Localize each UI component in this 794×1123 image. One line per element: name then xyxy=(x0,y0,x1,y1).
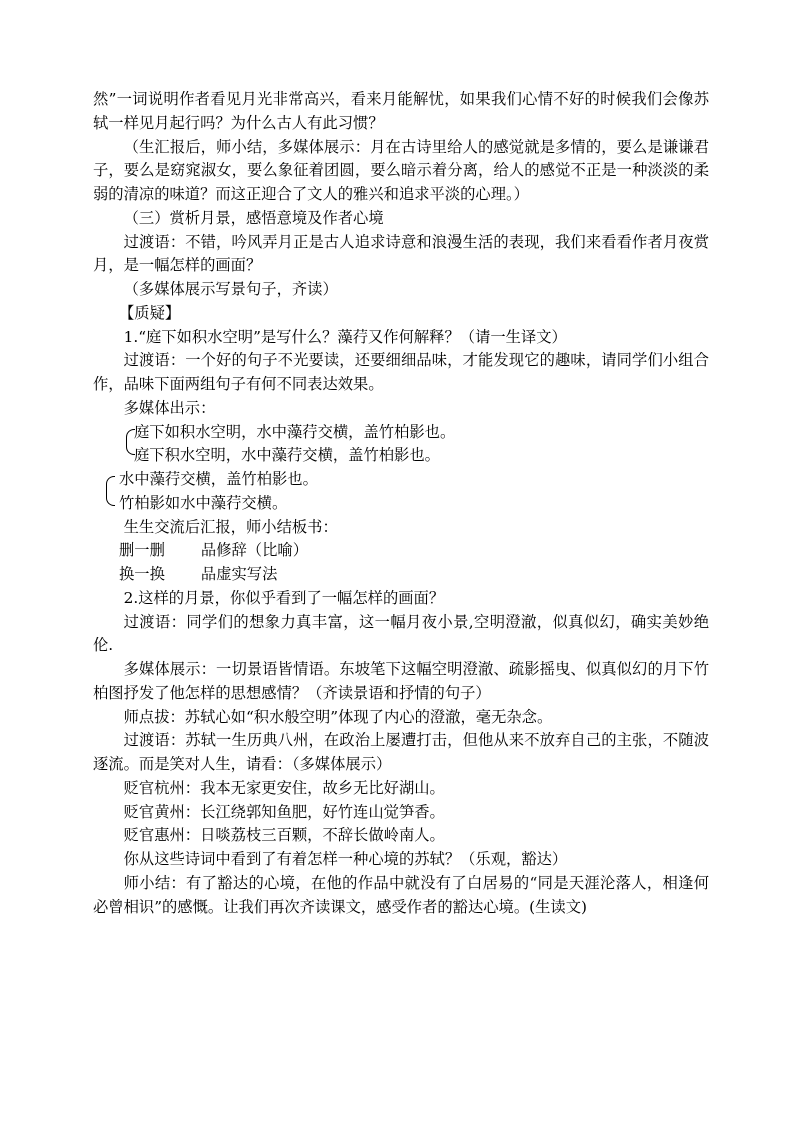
paragraph-17: 过渡语：苏轼一生历典八州，在政治上屡遭打击，但他从来不放弃自己的主张，不随波逐流。而是笑对人生，请看：（多媒体展示） xyxy=(93,731,709,773)
document-page xyxy=(93,88,709,919)
paragraph-14: 过渡语：同学们的想象力真丰富，这一幅月夜小景,空明澄澈，似真似幻，确实美妙绝伦. xyxy=(93,612,709,655)
paragraph-15: 多媒体展示：一切景语皆情语。东坡笔下这幅空明澄澈、疏影摇曳、似真似幻的月下竹柏图抒发了他怎样的思想感情？（齐读景语和抒情的句子） xyxy=(93,660,709,702)
sentence-2b: 竹柏影如水中藻荇交横。 xyxy=(119,493,288,512)
board-line-1 xyxy=(93,539,709,563)
poem-line-2: 贬官黄州：长江绕郭知鱼肥，好竹连山觉笋香。 xyxy=(123,802,445,821)
board-1-right: 品修辞（比喻） xyxy=(200,541,308,560)
paragraph-21: 你从这些诗词中看到了有着怎样一种心境的苏轼？（乐观，豁达） xyxy=(123,850,568,868)
paragraph-8: 过渡语：一个好的句子不光要读，还要细细品味，才能发现它的趣味，请同学们小组合作，品味下面两组句子有何不同表达效果。 xyxy=(93,351,709,393)
sentence-group-2 xyxy=(93,468,709,516)
board-2-right: 品虚实写法 xyxy=(200,565,278,583)
board-1-left: 删一删 xyxy=(119,541,165,560)
board-2-left: 换一换 xyxy=(119,565,165,583)
poem-line-3: 贬官惠州：日啖荔枝三百颗，不辞长做岭南人。 xyxy=(123,826,445,845)
sentence-1b: 庭下积水空明，水中藻荇交横，盖竹柏影也。 xyxy=(134,446,440,465)
board-line-2 xyxy=(93,563,709,587)
brace-1 xyxy=(126,429,135,455)
sentence-1a: 庭下如积水空明，水中藻荇交横，盖竹柏影也。 xyxy=(134,422,456,441)
question-1: 1.“庭下如积水空明”是写什么？藻荇又作何解释？（请一生译文） xyxy=(123,327,567,346)
question-heading: 【质疑】 xyxy=(119,303,181,322)
paragraph-22: 师小结：有了豁达的心境，在他的作品中就没有了白居易的“同是天涯沦落人，相逢何必曾相识”的感慨。让我们再次齐读课文，感受作者的豁达心境。(生读文) xyxy=(93,873,709,916)
paragraph-2: （生汇报后，师小结，多媒体展示：月在古诗里给人的感觉就是多情的，要么是谦谦君子，要么是窈窕淑女，要么象征着团圆，要么暗示着分离，给人的感觉不正是一种淡淡的柔弱的清凉的味道？而这正迎合了文人的雅兴和追求平淡的心理。） xyxy=(93,137,709,203)
paragraph-1: 然”一词说明作者看见月光非常高兴，看来月能解忧，如果我们心情不好的时候我们会像苏轼一样见月起行吗？为什么古人有此习惯？ xyxy=(93,90,709,132)
paragraph-16: 师点拔：苏轼心如“积水般空明”体现了内心的澄澈，毫无杂念。 xyxy=(123,707,553,726)
paragraph-10: 生生交流后汇报，师小结板书： xyxy=(123,517,338,536)
paragraph-5: （多媒体展示写景句子，齐读） xyxy=(123,280,338,298)
poem-line-1: 贬官杭州：我本无家更安住，故乡无比好湖山。 xyxy=(123,778,445,797)
paragraph-9: 多媒体出示： xyxy=(123,398,216,417)
paragraph-4: 过渡语：不错，吟风弄月正是古人追求诗意和浪漫生活的表现，我们来看看作者月夜赏月，是一幅怎样的画面？ xyxy=(93,232,709,275)
section-heading-3: （三）赏析月景，感悟意境及作者心境 xyxy=(123,208,384,227)
sentence-group-1 xyxy=(93,421,709,469)
question-2: 2.这样的月景，你似乎看到了一幅怎样的画面？ xyxy=(123,588,445,607)
brace-2 xyxy=(106,476,115,506)
sentence-2a: 水中藻荇交横，盖竹柏影也。 xyxy=(119,470,318,488)
